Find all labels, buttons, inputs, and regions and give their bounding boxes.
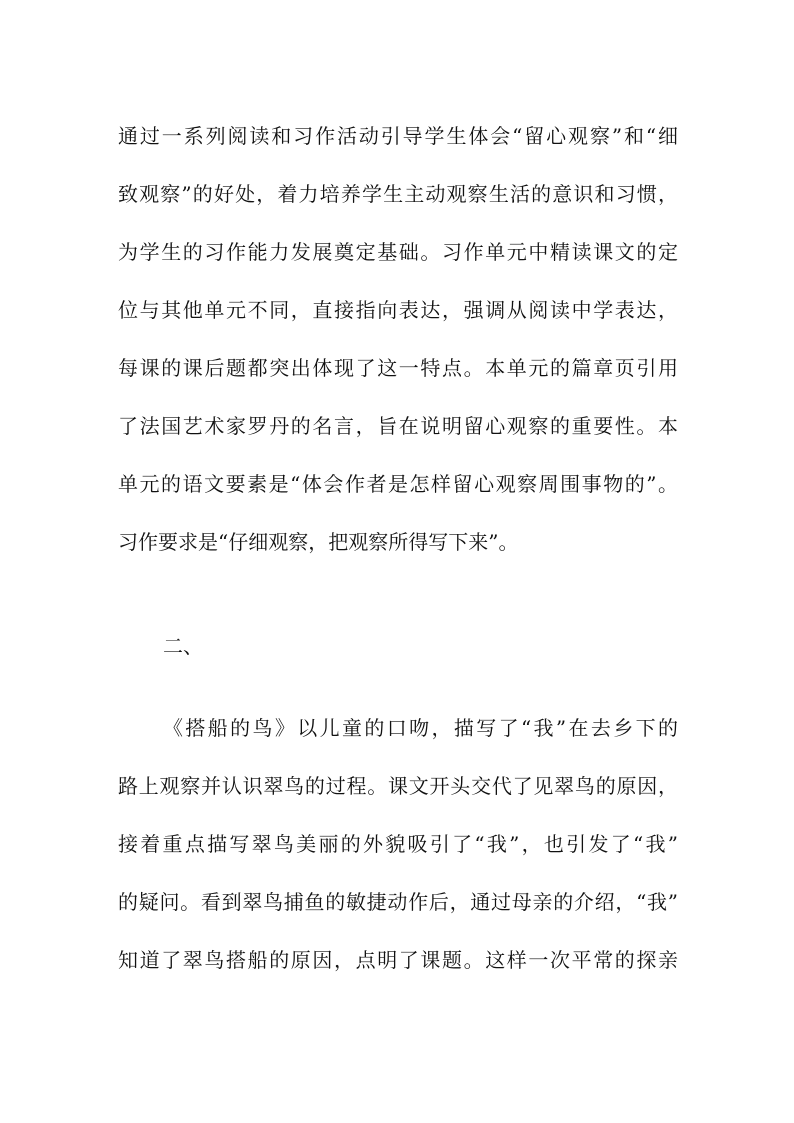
paragraph-2-line-4: 的疑问。看到翠鸟捕鱼的敏捷动作后，通过母亲的介绍，“我” — [118, 890, 678, 914]
paragraph-1-line-2: 致观察”的好处，着力培养学生主动观察生活的意识和习惯， — [118, 182, 678, 206]
paragraph-2-line-5: 知道了翠鸟搭船的原因，点明了课题。这样一次平常的探亲 — [118, 948, 678, 972]
section-heading: 二、 — [163, 634, 203, 658]
paragraph-2-line-2: 路上观察并认识翠鸟的过程。课文开头交代了见翠鸟的原因， — [118, 774, 678, 798]
paragraph-2-line-1: 《搭船的鸟》以儿童的口吻，描写了“我”在去乡下的 — [163, 716, 678, 740]
paragraph-1-line-3: 为学生的习作能力发展奠定基础。习作单元中精读课文的定 — [118, 240, 678, 264]
paragraph-2-line-3: 接着重点描写翠鸟美丽的外貌吸引了“我”，也引发了“我” — [118, 832, 678, 856]
paragraph-1-line-6: 了法国艺术家罗丹的名言，旨在说明留心观察的重要性。本 — [118, 414, 678, 438]
paragraph-1-line-1: 通过一系列阅读和习作活动引导学生体会“留心观察”和“细 — [118, 124, 678, 148]
paragraph-1-line-7: 单元的语文要素是“体会作者是怎样留心观察周围事物的”。 — [118, 472, 678, 496]
paragraph-1-line-5: 每课的课后题都突出体现了这一特点。本单元的篇章页引用 — [118, 356, 678, 380]
paragraph-1-line-4: 位与其他单元不同，直接指向表达，强调从阅读中学表达， — [118, 298, 678, 322]
paragraph-1-line-8: 习作要求是“仔细观察，把观察所得写下来”。 — [118, 530, 519, 554]
